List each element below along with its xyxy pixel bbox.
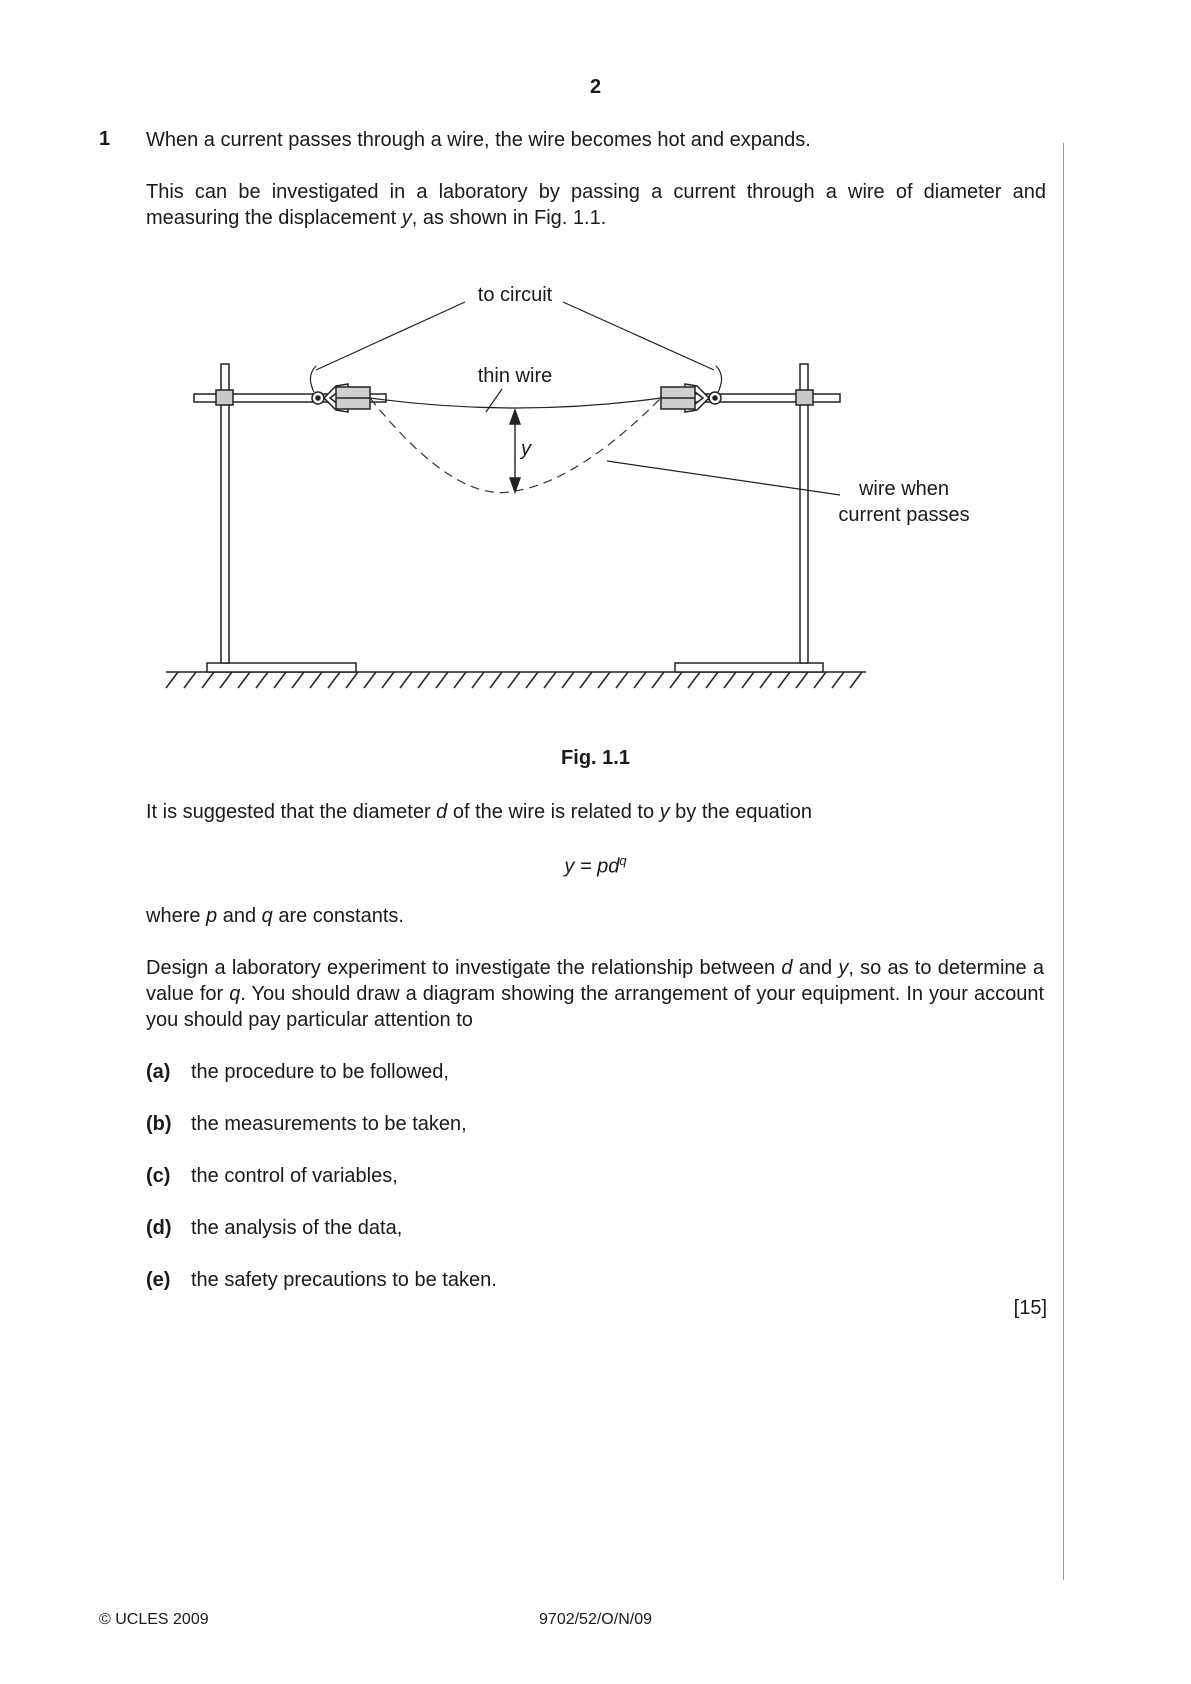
where-text-c: are constants. <box>272 905 404 927</box>
ground-hatch-line <box>508 672 520 688</box>
ground-hatch-line <box>526 672 538 688</box>
ground-hatch-line <box>220 672 232 688</box>
ground-hatch-line <box>310 672 322 688</box>
equation-exponent: q <box>619 853 627 868</box>
ground-hatch-line <box>544 672 556 688</box>
figure-caption: Fig. 1.1 <box>561 747 630 769</box>
ground-hatch-line <box>652 672 664 688</box>
ground-hatch-line <box>706 672 718 688</box>
ground-hatch-line <box>184 672 196 688</box>
left-clamp <box>312 384 370 412</box>
ground-hatch-line <box>256 672 268 688</box>
right-retort-stand <box>675 364 840 672</box>
ground-hatch-line <box>832 672 844 688</box>
list-item <box>146 1215 402 1241</box>
design-text-a: Design a laboratory experiment to investigate the relationship between <box>146 957 782 979</box>
where-text-a: where <box>146 905 207 927</box>
ground-surface <box>166 672 866 688</box>
displacement-arrow <box>510 410 520 492</box>
item-label: (e) <box>146 1269 171 1291</box>
ground-hatch-line <box>166 672 178 688</box>
ground-hatch-line <box>598 672 610 688</box>
item-label: (d) <box>146 1217 172 1239</box>
ground-hatch-line <box>328 672 340 688</box>
item-label: (c) <box>146 1165 171 1187</box>
suggest-text-a: It is suggested that the diameter <box>146 801 437 823</box>
para2-text-a: This can be investigated in a laboratory by passing a current through a wire of diameter and measuring the displacement <box>146 181 1046 229</box>
ground-hatch-line <box>472 672 484 688</box>
ground-hatch-line <box>418 672 430 688</box>
right-lead-arc <box>716 366 722 392</box>
list-item <box>146 1163 398 1189</box>
item-text: the measurements to be taken, <box>191 1113 467 1135</box>
design-var-q: q <box>229 983 241 1005</box>
ground-hatch-line <box>634 672 646 688</box>
figure-1-1-diagram <box>0 0 1191 760</box>
design-text-b: and <box>792 957 839 979</box>
question-intro: When a current passes through a wire, the wire becomes hot and expands. <box>146 129 811 151</box>
label-y: y <box>521 438 531 460</box>
ground-hatch-line <box>796 672 808 688</box>
ground-hatch-line <box>364 672 376 688</box>
ground-hatch-line <box>436 672 448 688</box>
suggest-var-y: y <box>659 801 670 823</box>
where-var-q: q <box>261 905 273 927</box>
question-number: 1 <box>99 128 111 150</box>
equation <box>0 853 1191 879</box>
list-item <box>146 1111 467 1137</box>
to-circuit-leader-right <box>563 302 714 370</box>
ground-hatch-line <box>382 672 394 688</box>
item-label: (b) <box>146 1113 172 1135</box>
thin-wire-leader <box>486 389 502 412</box>
to-circuit-leader-left <box>316 302 465 370</box>
ground-hatch-line <box>688 672 700 688</box>
item-text: the analysis of the data, <box>191 1217 403 1239</box>
item-text: the safety precautions to be taken. <box>191 1269 497 1291</box>
ground-hatch-line <box>274 672 286 688</box>
item-text: the procedure to be followed, <box>191 1061 449 1083</box>
para2-text-b: , as shown in Fig. 1.1. <box>411 207 607 229</box>
right-clamp <box>661 384 721 412</box>
item-text: the control of variables, <box>191 1165 398 1187</box>
left-lead-arc <box>310 366 316 392</box>
suggest-text-b: of the wire is related to <box>447 801 660 823</box>
design-var-y: y <box>838 957 849 979</box>
page-number: 2 <box>589 76 602 98</box>
list-item <box>146 1059 449 1085</box>
list-item <box>146 1267 497 1293</box>
item-label: (a) <box>146 1061 171 1083</box>
thin-wire <box>370 398 661 408</box>
ground-hatch-line <box>814 672 826 688</box>
ground-hatch-line <box>850 672 862 688</box>
ground-hatch-line <box>670 672 682 688</box>
para2-var-y: y <box>401 207 412 229</box>
left-retort-stand <box>194 364 386 672</box>
where-text-b: and <box>217 905 262 927</box>
ground-hatch-line <box>616 672 628 688</box>
footer-paper-code: 9702/52/O/N/09 <box>539 1611 652 1628</box>
ground-hatch-line <box>760 672 772 688</box>
suggestion-sentence <box>146 799 1046 825</box>
ground-hatch-line <box>778 672 790 688</box>
ground-hatch-line <box>490 672 502 688</box>
design-instruction <box>146 955 1044 1033</box>
ground-hatch-line <box>292 672 304 688</box>
footer-copyright: © UCLES 2009 <box>99 1611 209 1628</box>
ground-hatch-line <box>724 672 736 688</box>
ground-hatch-line <box>454 672 466 688</box>
suggest-text-c: by the equation <box>669 801 812 823</box>
label-wire-when-line1: wire when <box>858 478 950 500</box>
ground-hatch-line <box>238 672 250 688</box>
marks-total: [15] <box>1013 1297 1047 1319</box>
design-text-d: . You should draw a diagram showing the arrangement of your equipment. In your account you should pay particular attention to <box>146 983 1044 1031</box>
label-to-circuit: to circuit <box>477 284 553 306</box>
where-var-p: p <box>206 905 218 927</box>
ground-hatch-line <box>400 672 412 688</box>
constants-sentence <box>146 903 1046 929</box>
ground-hatch-line <box>580 672 592 688</box>
label-thin-wire: thin wire <box>477 365 553 387</box>
ground-hatch-line <box>202 672 214 688</box>
label-wire-when-line2: current passes <box>838 504 970 526</box>
suggest-var-d: d <box>436 801 448 823</box>
ground-hatch-line <box>346 672 358 688</box>
equation-main: y = pd <box>564 855 620 878</box>
ground-hatch-line <box>562 672 574 688</box>
ground-hatch-line <box>742 672 754 688</box>
design-var-d: d <box>781 957 793 979</box>
design-text-c: , so as to determine a value for <box>146 957 1045 1005</box>
